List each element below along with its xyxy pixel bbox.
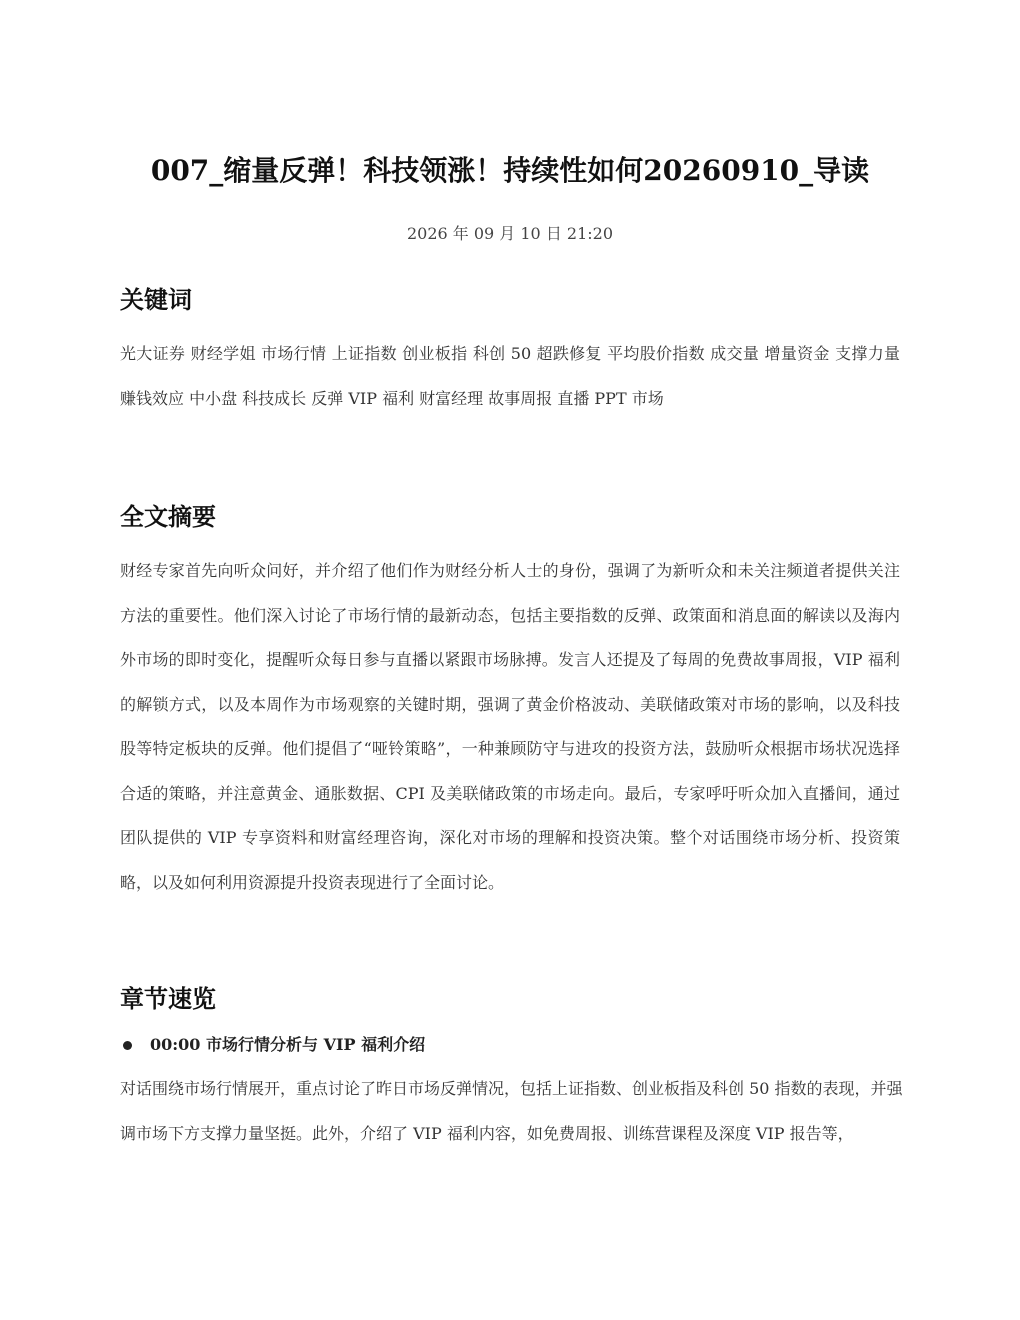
summary-heading: 全文摘要 <box>120 503 216 531</box>
keywords-heading: 关键词 <box>120 286 192 314</box>
chapter-description: 对话围绕市场行情展开，重点讨论了昨日市场反弹情况，包括上证指数、创业板指及科创 50 指数的表现，并强调市场下方支撑力量坚挺。此外，介绍了 VIP 福利内容，如免费周报、训练营课程及深度 VIP 报告等， <box>120 1079 903 1143</box>
summary-text: 财经专家首先向听众问好，并介绍了他们作为财经分析人士的身份，强调了为新听众和未关注频道者提供关注方法的重要性。他们深入讨论了市场行情的最新动态，包括主要指数的反弹、政策面和消息面的解读以及海内外市场的即时变化，提醒听众每日参与直播以紧跟市场脉搏。发言人还提及了每周的免费故事周报，VIP 福利的解锁方式，以及本周作为市场观察的关键时期，强调了黄金价格波动、美联储政策对市场的影响，以及科技股等特定板块的反弹。他们提倡了“哑铃策略”，一种兼顾防守与进攻的投资方法，鼓励听众根据市场状况选择合适的策略，并注意黄金、通胀数据、CPI 及美联储政策的市场走向。最后，专家呼吁听众加入直播间，通过团队提供的 VIP 专享资料和财富经理咨询，深化对市场的理解和投资决策。整个对话围绕市场分析、投资策略，以及如何利用资源提升投资表现进行了全面讨论。 <box>120 561 900 892</box>
document-title: 007_缩量反弹！科技领涨！持续性如何20260910_导读 <box>150 154 870 187</box>
keywords-text: 光大证券 财经学姐 市场行情 上证指数 创业板指 科创 50 超跌修复 平均股价指数 成交量 增量资金 支撑力量 赚钱效应 中小盘 科技成长 反弹 VIP 福利 财富经理 故事周报 直播 PPT 市场 <box>120 344 900 408</box>
chapter-title: 00:00 市场行情分析与 VIP 福利介绍 <box>150 1035 426 1054</box>
chapters-heading: 章节速览 <box>120 985 216 1013</box>
bullet-icon <box>123 1041 132 1050</box>
chapter-item <box>120 1033 900 1057</box>
document-date: 2026 年 09 月 10 日 21:20 <box>406 224 614 243</box>
